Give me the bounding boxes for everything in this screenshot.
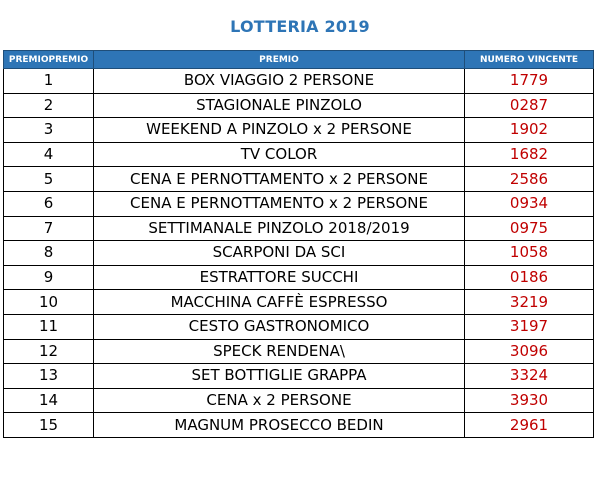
table-header-row <box>4 51 594 69</box>
table-row <box>4 265 594 290</box>
position-cell: 11 <box>4 314 94 339</box>
table-body <box>4 69 594 438</box>
prize-cell: MAGNUM PROSECCO BEDIN <box>94 413 465 438</box>
prize-cell: CENA E PERNOTTAMENTO x 2 PERSONE <box>94 167 465 192</box>
lottery-table <box>3 50 594 438</box>
prize-cell: SCARPONI DA SCI <box>94 241 465 266</box>
winning-number-cell: 1682 <box>465 142 594 167</box>
table-row <box>4 314 594 339</box>
table-row <box>4 290 594 315</box>
prize-cell: ESTRATTORE SUCCHI <box>94 265 465 290</box>
table-row <box>4 118 594 143</box>
prize-cell: BOX VIAGGIO 2 PERSONE <box>94 69 465 94</box>
winning-number-cell: 3219 <box>465 290 594 315</box>
table-row <box>4 69 594 94</box>
table-row <box>4 142 594 167</box>
position-cell: 7 <box>4 216 94 241</box>
position-cell: 12 <box>4 339 94 364</box>
winning-number-cell: 3096 <box>465 339 594 364</box>
winning-number-cell: 2586 <box>465 167 594 192</box>
header-position: PREMIOPREMIO <box>4 51 94 69</box>
page-title: LOTTERIA 2019 <box>230 17 370 36</box>
header-prize: PREMIO <box>94 51 465 69</box>
position-cell: 2 <box>4 93 94 118</box>
prize-cell: MACCHINA CAFFÈ ESPRESSO <box>94 290 465 315</box>
table-row <box>4 388 594 413</box>
winning-number-cell: 3197 <box>465 314 594 339</box>
prize-cell: SPECK RENDENA\ <box>94 339 465 364</box>
table-row <box>4 364 594 389</box>
prize-cell: CESTO GASTRONOMICO <box>94 314 465 339</box>
winning-number-cell: 1779 <box>465 69 594 94</box>
position-cell: 6 <box>4 191 94 216</box>
prize-cell: STAGIONALE PINZOLO <box>94 93 465 118</box>
table-row <box>4 167 594 192</box>
position-cell: 13 <box>4 364 94 389</box>
prize-cell: WEEKEND A PINZOLO x 2 PERSONE <box>94 118 465 143</box>
position-cell: 9 <box>4 265 94 290</box>
winning-number-cell: 0975 <box>465 216 594 241</box>
position-cell: 14 <box>4 388 94 413</box>
winning-number-cell: 2961 <box>465 413 594 438</box>
prize-cell: TV COLOR <box>94 142 465 167</box>
table-row <box>4 93 594 118</box>
position-cell: 10 <box>4 290 94 315</box>
position-cell: 5 <box>4 167 94 192</box>
position-cell: 3 <box>4 118 94 143</box>
winning-number-cell: 3930 <box>465 388 594 413</box>
winning-number-cell: 3324 <box>465 364 594 389</box>
table-row <box>4 339 594 364</box>
table-row <box>4 191 594 216</box>
winning-number-cell: 0186 <box>465 265 594 290</box>
header-winning-number: NUMERO VINCENTE <box>465 51 594 69</box>
position-cell: 8 <box>4 241 94 266</box>
prize-cell: SETTIMANALE PINZOLO 2018/2019 <box>94 216 465 241</box>
prize-cell: SET BOTTIGLIE GRAPPA <box>94 364 465 389</box>
table-row <box>4 216 594 241</box>
table-row <box>4 241 594 266</box>
prize-cell: CENA E PERNOTTAMENTO x 2 PERSONE <box>94 191 465 216</box>
table-row <box>4 413 594 438</box>
position-cell: 15 <box>4 413 94 438</box>
winning-number-cell: 1058 <box>465 241 594 266</box>
position-cell: 1 <box>4 69 94 94</box>
prize-cell: CENA x 2 PERSONE <box>94 388 465 413</box>
winning-number-cell: 0287 <box>465 93 594 118</box>
winning-number-cell: 0934 <box>465 191 594 216</box>
winning-number-cell: 1902 <box>465 118 594 143</box>
position-cell: 4 <box>4 142 94 167</box>
